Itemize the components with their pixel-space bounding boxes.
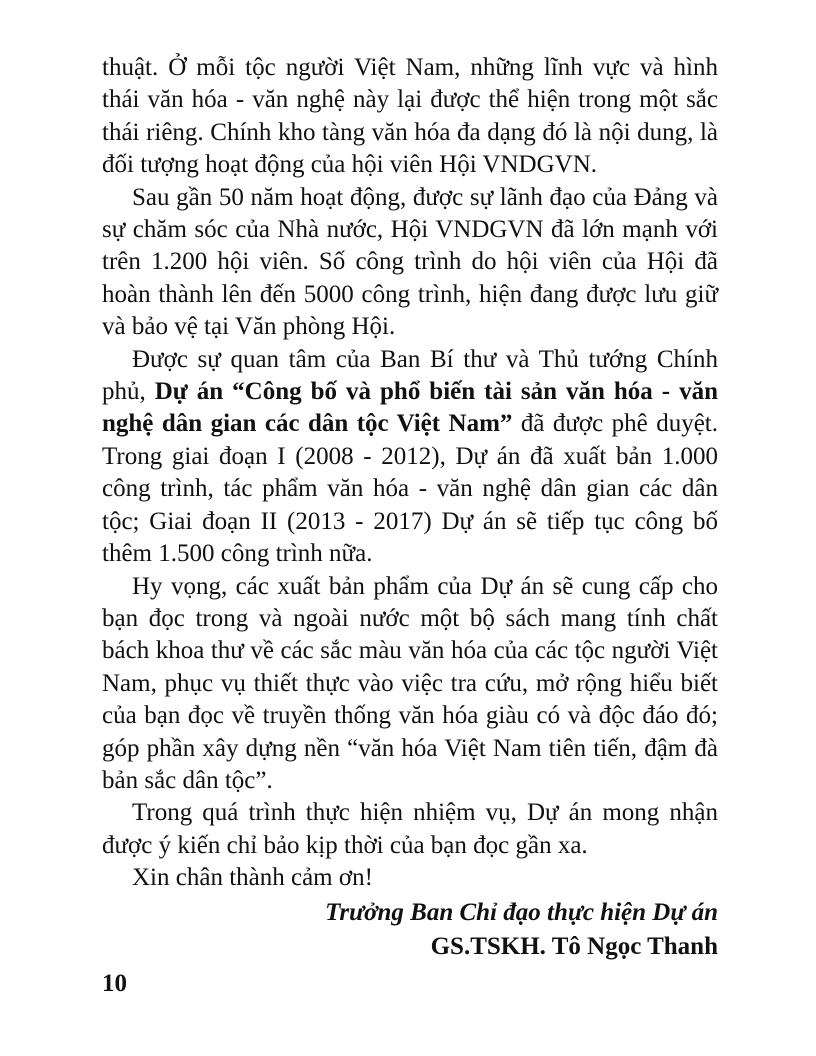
paragraph-hopes: Hy vọng, các xuất bản phẩm của Dự án sẽ cung cấp cho bạn đọc trong và ngoài nước một bộ sách mang tính chất bách khoa thư về các sắc màu văn hóa của các tộc người Việt Nam, phục vụ thiết thực vào việc tra cứu, mở rộng hiểu biết của bạn đọc về truyền thống văn hóa giàu có và độc đáo đó; góp phần xây dựng nền “văn hóa Việt Nam tiên tiến, đậm đà bản sắc dân tộc”. [102,572,718,794]
project-name-bold: Dự án “Công bố và phổ biến tài sản văn hóa - văn nghệ dân gian các dân tộc Việt Nam” [102,378,719,438]
paragraph-project-approval [102,344,718,571]
page-body [102,52,718,963]
paragraph-thanks: Xin chân thành cảm ơn! [132,864,373,892]
paragraph-project-approval-lead: Được sự quan tâm của Ban Bí thư và Thủ tướng Chính phủ, [102,345,718,406]
signature-name: GS.TSKH. Tô Ngọc Thanh [430,932,718,960]
paragraph-intro-continuation: thuật. Ở mỗi tộc người Việt Nam, những lĩnh vực và hình thái văn hóa - văn nghệ này lại được thể hiện trong một sắc thái riêng. Chính kho tàng văn hóa đa dạng đó là nội dung, là đối tượng hoạt động của hội viên Hội VNDGVN. [102,54,718,179]
paragraph-project-approval-rest: đã được phê duyệt. Trong giai đoạn I (2008 - 2012), Dự án đã xuất bản 1.000 công trình, tác phẩm văn hóa - văn nghệ dân gian các dân tộc; Giai đoạn II (2013 - 2017) Dự án sẽ tiếp tục công bố thêm 1.500 công trình nữa. [102,410,718,568]
paragraph-feedback-request: Trong quá trình thực hiện nhiệm vụ, Dự án mong nhận được ý kiến chỉ bảo kịp thời của bạn đọc gần xa. [102,799,718,859]
paragraph-association-history: Sau gần 50 năm hoạt động, được sự lãnh đạo của Đảng và sự chăm sóc của Nhà nước, Hội VNDGVN đã lớn mạnh với trên 1.200 hội viên. Số công trình do hội viên của Hội đã hoàn thành lên đến 5000 công trình, hiện đang được lưu giữ và bảo vệ tại Văn phòng Hội. [102,183,718,341]
signature-title: Trưởng Ban Chỉ đạo thực hiện Dự án [325,898,718,926]
page-number: 10 [102,970,127,997]
